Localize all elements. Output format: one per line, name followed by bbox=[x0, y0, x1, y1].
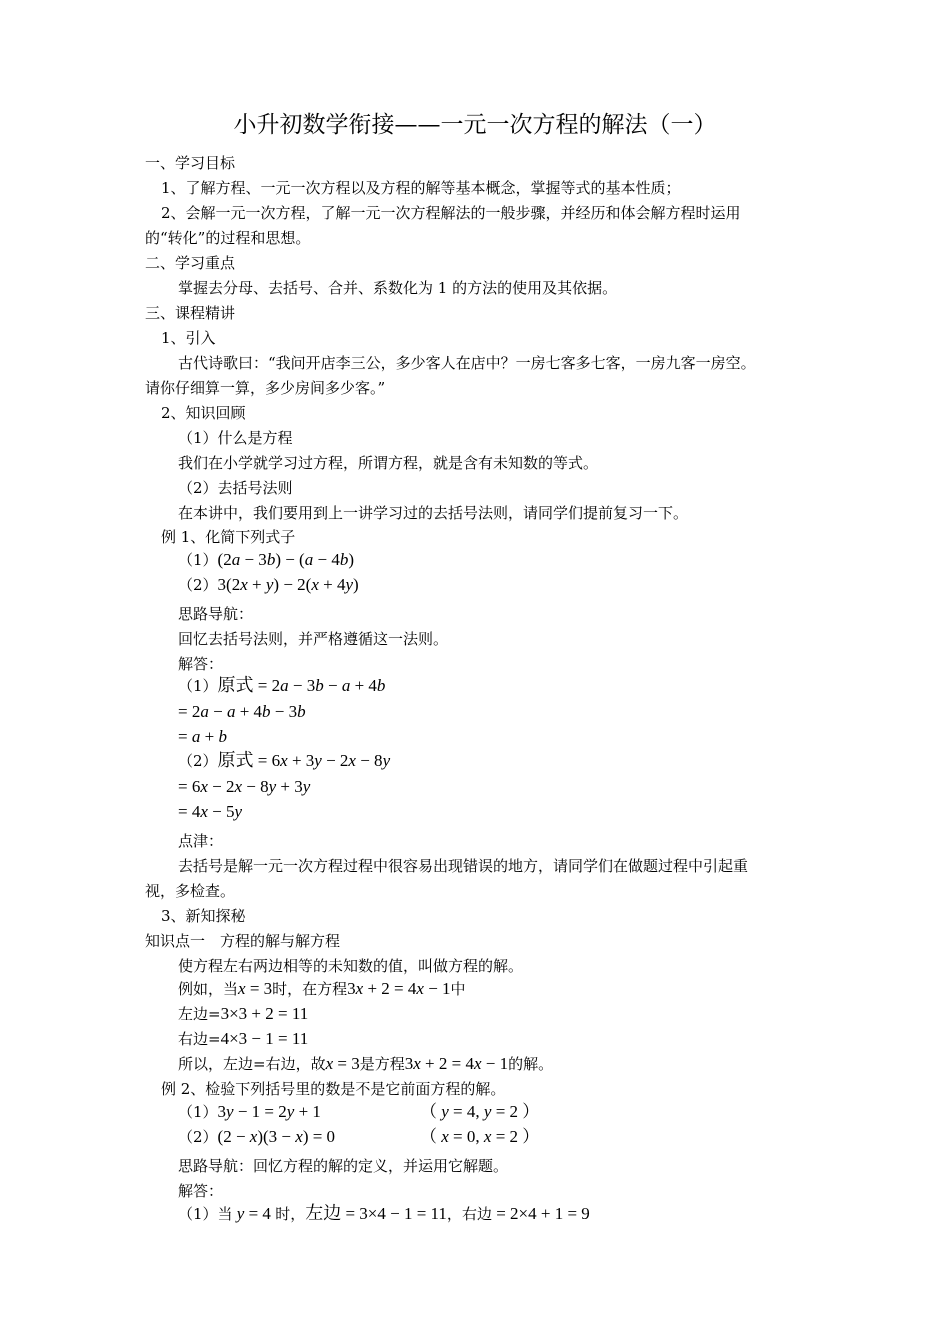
math-expression: = 2×4 + 1 = 9 bbox=[491, 1204, 590, 1223]
example-2-heading: 例 2、检验下列括号里的数是不是它前面方程的解。 bbox=[161, 1080, 506, 1098]
review-q1-text: 我们在小学就学习过方程，所谓方程，就是含有未知数的等式。 bbox=[178, 454, 599, 472]
example-1-solution-2-line-1: （2）原式 = 6x + 3y − 2x − 8y bbox=[178, 750, 391, 771]
example-2-problem-1: （1）3y − 1 = 2y + 1 bbox=[178, 1102, 321, 1121]
knowledge-point-1-example: 例如，当x = 3时，在方程3x + 2 = 4x − 1中 bbox=[178, 979, 466, 998]
math-expression: (2a − 3b) − (a − 4b) bbox=[217, 550, 354, 569]
review-q2: （2）去括号法则 bbox=[178, 479, 293, 497]
example-1-solution-1-line-1: （1）原式 = 2a − 3b − a + 4b bbox=[178, 675, 386, 696]
math-expression: = 2a − 3b − a + 4b bbox=[253, 676, 386, 695]
poem-line-2: 请你仔细算一算，多少房间多少客。” bbox=[145, 379, 386, 397]
example-2-hint: 思路导航：回忆方程的解的定义，并运用它解题。 bbox=[178, 1157, 509, 1175]
math-expression: = 6x + 3y − 2x − 8y bbox=[253, 751, 391, 770]
knowledge-point-1-heading: 知识点一 方程的解与解方程 bbox=[145, 932, 341, 950]
example-1-note-line-1: 去括号是解一元一次方程过程中很容易出现错误的地方，请同学们在做题过程中引起重 bbox=[178, 857, 749, 875]
poem-line-1: 古代诗歌曰：“我问开店李三公，多少客人在店中？一房七客多七客，一房九客一房空。 bbox=[178, 354, 756, 372]
example-1-problem-2: （2）3(2x + y) − 2(x + 4y) bbox=[178, 575, 359, 594]
key-points-text: 掌握去分母、去括号、合并、系数化为 1 的方法的使用及其依据。 bbox=[178, 279, 618, 297]
learning-goal-1: 1、了解方程、一元一次方程以及方程的解等基本概念，掌握等式的基本性质； bbox=[161, 179, 681, 197]
learning-goal-2-line-2: 的“转化”的过程和思想。 bbox=[145, 229, 311, 247]
math-expression: = a + b bbox=[178, 727, 227, 746]
example-1-solution-1-line-2 bbox=[178, 702, 306, 722]
example-1-note-label: 点津： bbox=[178, 832, 224, 850]
knowledge-point-1-conclusion: 所以，左边=右边，故x = 3是方程3x + 2 = 4x − 1的解。 bbox=[178, 1054, 554, 1073]
intro-heading: 1、引入 bbox=[161, 329, 216, 347]
math-expression: = 6x − 2x − 8y + 3y bbox=[178, 777, 311, 796]
math-expression: 3x + 2 = 4x − 1 bbox=[347, 979, 451, 998]
section-lecture-heading: 三、课程精讲 bbox=[145, 304, 236, 322]
example-1-heading: 例 1、化简下列式子 bbox=[161, 528, 296, 546]
review-heading: 2、知识回顾 bbox=[161, 404, 246, 422]
example-1-hint: 回忆去括号法则，并严格遵循这一法则。 bbox=[178, 630, 449, 648]
example-1-hint-label: 思路导航： bbox=[178, 605, 254, 623]
learning-goal-2-line-1: 2、会解一元一次方程，了解一元一次方程解法的一般步骤，并经历和体会解方程时运用 bbox=[161, 204, 741, 222]
example-1-solution-2-line-3 bbox=[178, 802, 242, 822]
math-expression: （ y = 4, y = 2 ） bbox=[420, 1102, 540, 1121]
math-expression: 3(2x + y) − 2(x + 4y) bbox=[217, 575, 359, 594]
math-expression: y = 4 bbox=[236, 1204, 276, 1223]
review-q1: （1）什么是方程 bbox=[178, 429, 293, 447]
knowledge-point-1-right-side: 右边=4×3 − 1 = 11 bbox=[178, 1029, 309, 1048]
math-expression: x = 3 bbox=[238, 979, 273, 998]
math-expression: = 2a − a + 4b − 3b bbox=[178, 702, 306, 721]
example-2-solution-1: （1）当 y = 4 时，左边 = 3×4 − 1 = 11，右边 = 2×4 + 1 = 9 bbox=[178, 1203, 590, 1224]
review-q2-text: 在本讲中，我们要用到上一讲学习过的去括号法则，请同学们提前复习一下。 bbox=[178, 504, 689, 522]
document-title: 小升初数学衔接——一元一次方程的解法（一） bbox=[233, 112, 717, 138]
math-expression: 3y − 1 = 2y + 1 bbox=[217, 1102, 321, 1121]
math-expression: = 4x − 5y bbox=[178, 802, 243, 821]
new-knowledge-heading: 3、新知探秘 bbox=[161, 907, 246, 925]
example-2-candidates-2 bbox=[420, 1127, 539, 1147]
knowledge-point-1-definition: 使方程左右两边相等的未知数的值，叫做方程的解。 bbox=[178, 957, 524, 975]
section-key-points-heading: 二、学习重点 bbox=[145, 254, 236, 272]
math-expression: (2 − x)(3 − x) = 0 bbox=[217, 1127, 336, 1146]
knowledge-point-1-left-side: 左边=3×3 + 2 = 11 bbox=[178, 1004, 309, 1023]
example-2-candidates-1 bbox=[420, 1102, 539, 1122]
example-1-problem-1: （1）(2a − 3b) − (a − 4b) bbox=[178, 550, 354, 569]
example-2-answer-label: 解答： bbox=[178, 1182, 224, 1200]
math-expression: 3x + 2 = 4x − 1 bbox=[404, 1054, 509, 1073]
example-2-problem-2: （2）(2 − x)(3 − x) = 0 bbox=[178, 1127, 336, 1146]
example-1-solution-1-line-3 bbox=[178, 727, 227, 747]
math-expression: 4×3 − 1 = 11 bbox=[220, 1029, 309, 1048]
example-1-solution-2-line-2 bbox=[178, 777, 310, 797]
example-1-answer-label: 解答： bbox=[178, 655, 224, 673]
math-expression: x = 3 bbox=[325, 1054, 360, 1073]
math-expression: 3×3 + 2 = 11 bbox=[220, 1004, 309, 1023]
math-expression: = 3×4 − 1 = 11 bbox=[341, 1204, 447, 1223]
math-expression: （ x = 0, x = 2 ） bbox=[420, 1127, 540, 1146]
example-1-note-line-2: 视，多检查。 bbox=[145, 882, 236, 900]
section-learning-goals-heading: 一、学习目标 bbox=[145, 154, 236, 172]
